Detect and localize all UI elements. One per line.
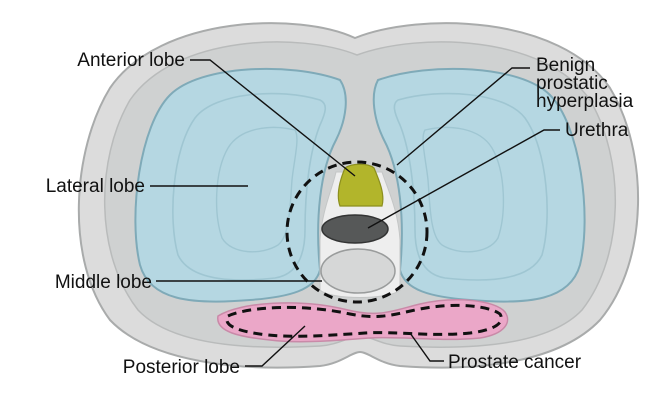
label-bph-line1: Benign	[536, 55, 596, 76]
label-lateral-lobe: Lateral lobe	[45, 176, 145, 197]
label-urethra: Urethra	[565, 120, 629, 141]
middle-lobe	[321, 249, 395, 293]
label-posterior-lobe: Posterior lobe	[122, 357, 240, 378]
urethra	[322, 215, 388, 243]
label-anterior-lobe: Anterior lobe	[77, 50, 185, 71]
label-bph-line2: prostatic	[536, 73, 608, 94]
label-middle-lobe: Middle lobe	[54, 272, 152, 293]
label-prostate-cancer: Prostate cancer	[448, 352, 582, 373]
label-bph-line3: hyperplasia	[536, 91, 634, 112]
left-lateral-lobe	[135, 69, 345, 302]
